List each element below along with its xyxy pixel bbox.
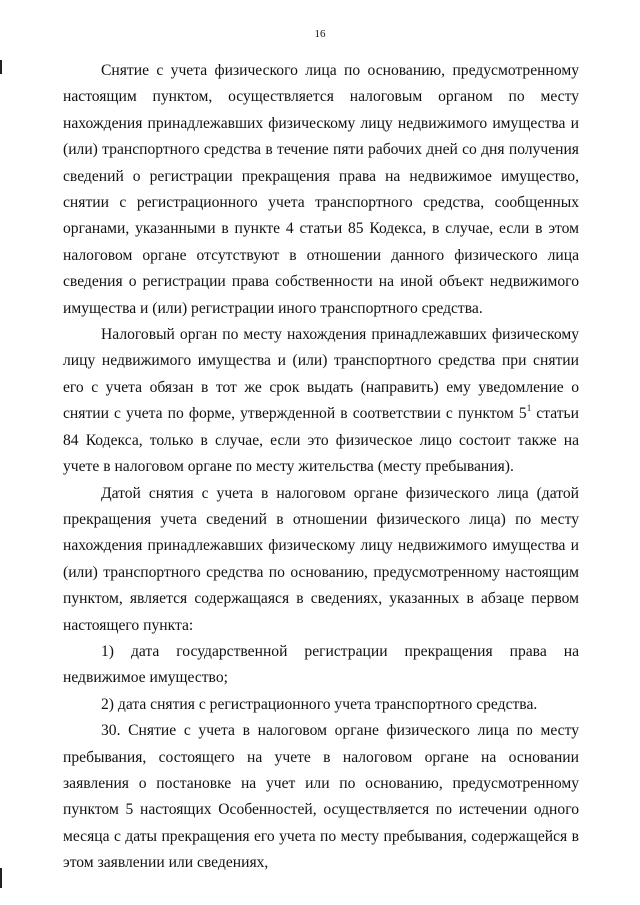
paragraph: Датой снятия с учета в налоговом органе физического лица (датой прекращения учета сведений в отношении физического лица) по месту нахождения принадлежавших физическому лицу недвижимого имущества и (или) транспортного средства по основанию, предусмотренному настоящим пунктом, является содержащаяся в сведениях, указанных в абзаце первом настоящего пункта:: [63, 484, 579, 634]
paragraph: 30. Снятие с учета в налоговом органе физического лица по месту пребывания, состоящего на учете в налоговом органе на основании заявления о постановке на учет или по основанию, предусмотренному пунктом 5 настоящих Особенностей, осуществляется по истечении одного месяца с даты прекращения его учета по месту пребывания, содержащейся в этом заявлении или сведениях,: [63, 722, 579, 872]
page-number: 16: [314, 28, 326, 40]
paragraph-text: Налоговый орган по месту нахождения принадлежавших физическому лицу недвижимого имущества и (или) транспортного средства при снятии его с учета обязан в тот же срок выдать (направить) ему уведомление о снятии с учета по форме, утвержденной в соответствии с пунктом 5: [63, 326, 579, 423]
list-item: 1) дата государственной регистрации прекращения права на недвижимое имущество;: [63, 642, 579, 687]
scan-edge-mark: [0, 60, 2, 74]
paragraph: [63, 322, 579, 480]
paragraph: Снятие с учета физического лица по основанию, предусмотренному настоящим пунктом, осуществляется налоговым органом по месту нахождения принадлежавших физическому лицу недвижимого имущества и (или) транспортного средства в течение пяти рабочих дней со дня получения сведений о регистрации прекращения права на недвижимое имущество, снятии с регистрационного учета транспортного средства, сообщенных органами, указанными в пункте 4 статьи 85 Кодекса, в случае, если в этом налоговом органе отсутствуют в отношении данного физического лица сведения о регистрации права собственности на иной объект недвижимого имущества и (или) регистрации иного транспортного средства.: [63, 62, 579, 317]
superscript: 1: [526, 403, 532, 414]
scan-edge-mark: [0, 868, 2, 888]
list-item: 2) дата снятия с регистрационного учета транспортного средства.: [101, 695, 538, 713]
paragraph-text: статьи 84 Кодекса, только в случае, если это физическое лицо состоит также на учете в налоговом органе по месту жительства (месту пребывания).: [63, 405, 579, 476]
document-body: [63, 58, 579, 877]
